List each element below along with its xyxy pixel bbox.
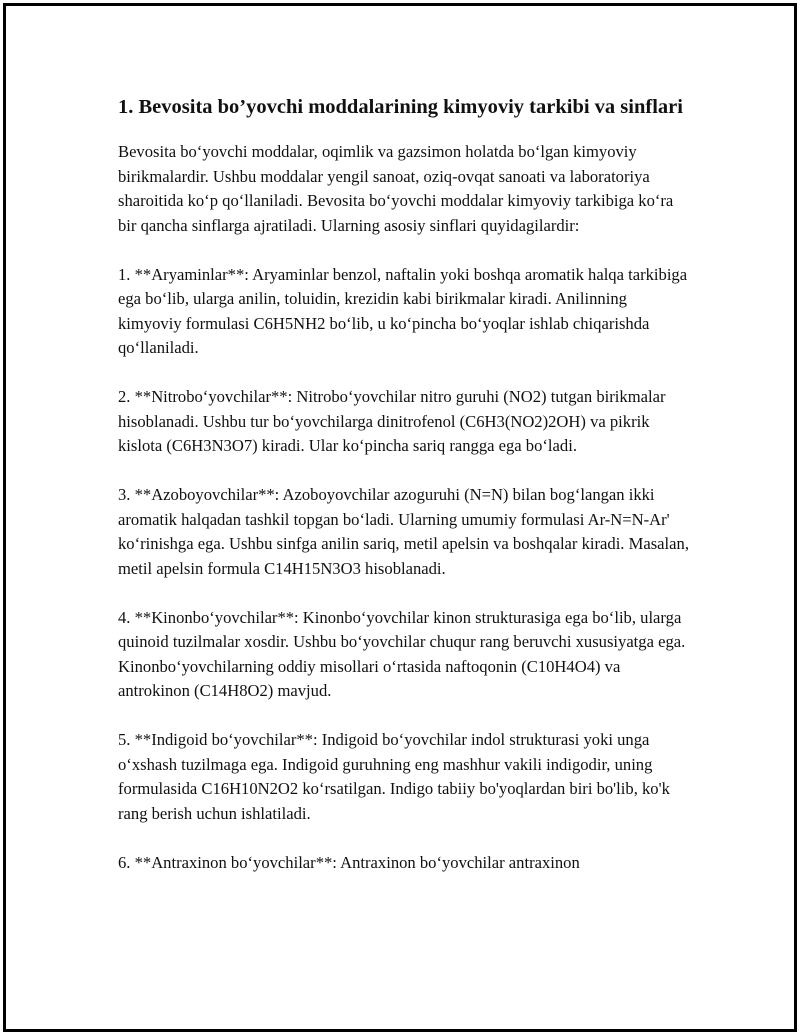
- paragraph-nitroboyovchilar: 2. **Nitrobo‘yovchilar**: Nitrobo‘yovchilar nitro guruhi (NO2) tutgan birikmalar hisoblanadi. Ushbu tur bo‘yovchilarga dinitrofenol (C6H3(NO2)2OH) va pikrik kislota (C6H3N3O7) kiradi. Ular ko‘pincha sariq rangga ega bo‘ladi.: [118, 387, 666, 455]
- document-body: [118, 92, 693, 900]
- paragraph-azoboyovchilar: 3. **Azoboyovchilar**: Azoboyovchilar azoguruhi (N=N) bilan bog‘langan ikki aromatik halqadan tashkil topgan bo‘ladi. Ularning umumiy formulasi Ar-N=N-Ar' ko‘rinishga ega. Ushbu sinfga anilin sariq, metil apelsin va boshqalar kiradi. Masalan, metil apelsin formula C14H15N3O3 hisoblanadi.: [118, 485, 689, 578]
- paragraph-aryaminlar: 1. **Aryaminlar**: Aryaminlar benzol, naftalin yoki boshqa aromatik halqa tarkibiga ega bo‘lib, ularga anilin, toluidin, krezidin kabi birikmalar kiradi. Anilinning kimyoviy formulasi C6H5NH2 bo‘lib, u ko‘pincha bo‘yoqlar ishlab chiqarishda qo‘llaniladi.: [118, 264, 688, 357]
- intro-paragraph: Bevosita bo‘yovchi moddalar, oqimlik va gazsimon holatda bo‘lgan kimyoviy birikmalardir. Ushbu moddalar yengil sanoat, oziq-ovqat sanoati va laboratoriya sharoitida ko‘p qo‘llaniladi. Bevosita bo‘yovchi moddalar kimyoviy tarkibiga ko‘ra bir qancha sinflarga ajratiladi. Ularning asosiy sinflari quyidagilardir:: [118, 142, 674, 235]
- section-heading: 1. Bevosita bo’yovchi moddalarining kimyoviy tarkibi va sinflari: [118, 96, 683, 118]
- paragraph-antraxinon: 6. **Antraxinon bo‘yovchilar**: Antraxinon bo‘yovchilar antraxinon: [118, 852, 580, 872]
- paragraph-kinonboyovchilar: 4. **Kinonbo‘yovchilar**: Kinonbo‘yovchilar kinon strukturasiga ega bo‘lib, ularga quinoid tuzilmalar xosdir. Ushbu bo‘yovchilar chuqur rang beruvchi xususiyatga ega. Kinonbo‘yovchilarning oddiy misollari o‘rtasida naftoqonin (C10H4O4) va antrokinon (C14H8O2) mavjud.: [118, 607, 686, 700]
- paragraph-indigoid: 5. **Indigoid bo‘yovchilar**: Indigoid bo‘yovchilar indol strukturasi yoki unga o‘xshash tuzilmaga ega. Indigoid guruhning eng mashhur vakili indigodir, uning formulasida C16H10N2O2 ko‘rsatilgan. Indigo tabiiy bo'yoqlardan biri bo'lib, ko'k rang berish uchun ishlatiladi.: [118, 730, 670, 823]
